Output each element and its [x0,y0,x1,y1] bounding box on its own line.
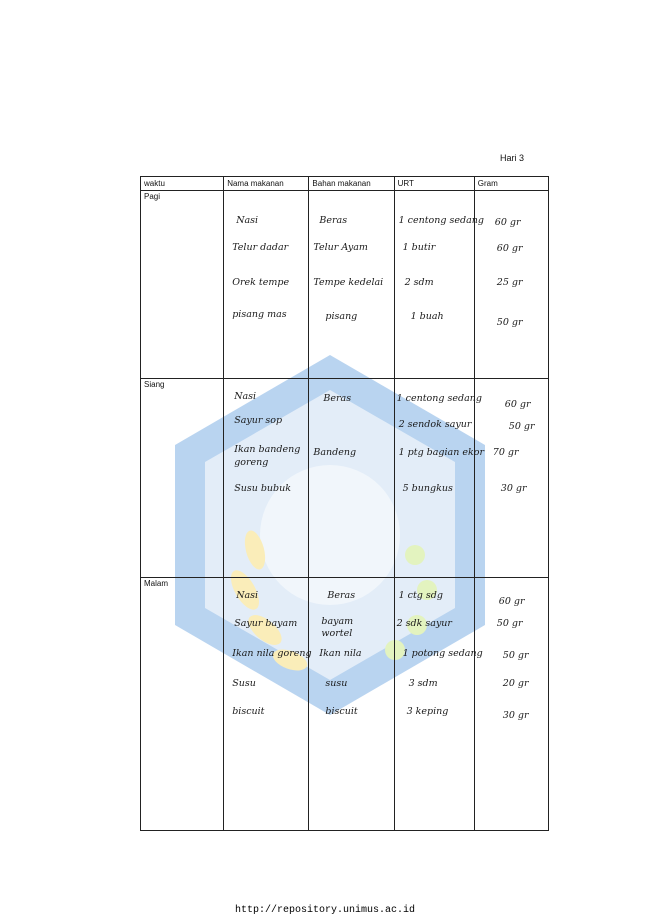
list-item: Ikan bandeng goreng [234,444,301,468]
table-header-row [141,177,549,191]
nama-cell [224,578,312,831]
list-item: 30 gr [502,710,529,721]
list-item: 60 gr [494,217,521,228]
header-urt: URT [394,177,474,191]
list-item: Ikan nila goreng [232,648,312,659]
period-cell [141,379,224,578]
list-item: bayam wortel [321,616,354,639]
period-cell [141,578,224,831]
list-item: Telur dadar [232,242,289,253]
nama-cell [224,191,309,379]
list-item: 1 centong sedang [398,215,484,226]
header-bahan-makanan: Bahan makanan [309,177,394,191]
table-row [141,379,549,578]
list-item: 50 gr [496,618,523,629]
list-item: Bandeng [313,447,357,458]
day-label: Hari 3 [500,153,525,163]
list-item: 60 gr [496,243,523,254]
period-cell [141,191,224,379]
list-item: Nasi [234,391,257,402]
meal-table [140,176,549,831]
list-item: Beras [319,215,348,226]
list-item: pisang mas [232,309,287,320]
header-gram: Gram [474,177,548,191]
list-item: 50 gr [496,317,523,328]
list-item: susu [325,678,348,689]
list-item: 50 gr [508,421,535,432]
header-waktu: waktu [141,177,224,191]
list-item: 2 sendok sayur [398,419,472,430]
list-item: 70 gr [492,447,519,458]
period-label-siang: Siang [144,380,165,389]
urt-cell [394,379,484,578]
period-label-pagi: Pagi [144,192,161,201]
list-item: Nasi [236,590,259,601]
list-item: 50 gr [502,650,529,661]
list-item: Ikan nila [319,648,362,659]
list-item: 1 centong sedang [396,393,482,404]
gram-cell [474,379,548,578]
list-item: Sayur sop [234,415,283,426]
repository-url: http://repository.unimus.ac.id [234,905,416,916]
list-item: 3 sdm [408,678,438,689]
list-item: 20 gr [502,678,529,689]
list-item: Beras [327,590,356,601]
list-item: biscuit [232,706,265,717]
list-item: Tempe kedelai [313,277,384,288]
list-item: 3 keping [406,706,449,717]
list-item: 25 gr [496,277,523,288]
list-item: 1 ctg sdg [398,590,443,601]
list-item: 1 butir [402,242,436,253]
list-item: Telur Ayam [313,242,368,253]
list-item: Nasi [236,215,259,226]
list-item: Orek tempe [232,277,290,288]
list-item: 60 gr [504,399,531,410]
bahan-cell [309,379,394,578]
list-item: Susu bubuk [234,483,291,494]
list-item: pisang [325,311,358,322]
bahan-cell [309,191,394,379]
urt-cell [394,578,483,831]
list-item: 1 potong sedang [402,648,483,659]
list-item: biscuit [325,706,358,717]
list-item: 60 gr [498,596,525,607]
list-item: Sayur bayam [234,618,298,629]
list-item: 5 bungkus [402,483,453,494]
list-item: 2 sdk sayur [396,618,452,629]
list-item: 2 sdm [404,277,434,288]
list-item: 1 buah [410,311,444,322]
period-label-malam: Malam [144,579,169,588]
header-nama-makanan: Nama makanan [224,177,309,191]
nama-cell [224,379,309,578]
bahan-cell [309,578,394,831]
table-row [141,578,549,831]
gram-cell [474,191,548,379]
list-item: 1 ptg bagian ekor [398,447,484,458]
list-item: Susu [232,678,256,689]
urt-cell [394,191,484,379]
gram-cell [474,578,548,831]
list-item: Beras [323,393,352,404]
list-item: 30 gr [500,483,527,494]
table-row [141,191,549,379]
